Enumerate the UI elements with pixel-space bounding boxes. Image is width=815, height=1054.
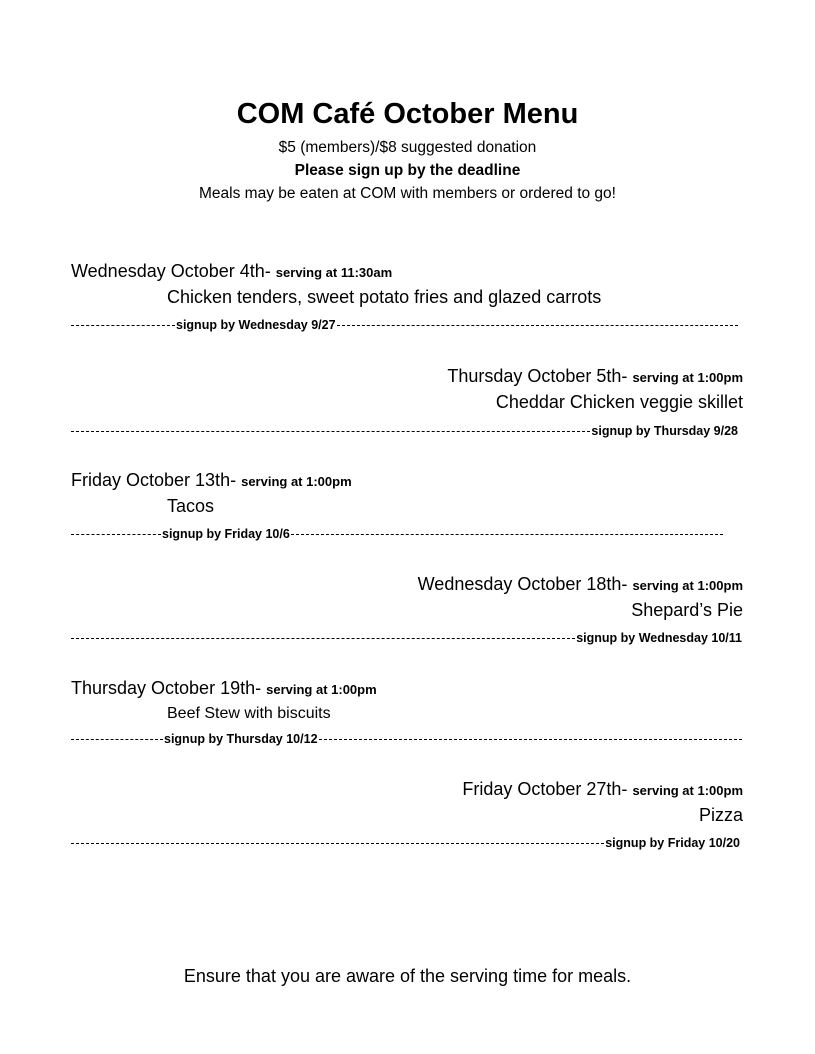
signup-divider bbox=[71, 630, 743, 646]
meal-date: Thursday October 5th- bbox=[447, 366, 628, 386]
meal-date: Wednesday October 4th- bbox=[71, 261, 271, 281]
meal-serving-time: serving at 1:00pm bbox=[632, 578, 743, 593]
meal-entry bbox=[71, 258, 743, 310]
meal-heading bbox=[71, 675, 743, 701]
meal-dish: Pizza bbox=[698, 805, 743, 825]
meal-date: Wednesday October 18th- bbox=[417, 574, 628, 594]
meal-heading bbox=[71, 363, 743, 389]
meal-serving-time: serving at 11:30am bbox=[275, 265, 393, 280]
meal-serving-time: serving at 1:00pm bbox=[266, 682, 377, 697]
dash-line bbox=[319, 739, 742, 740]
location-note: Meals may be eaten at COM with members or ordered to go! bbox=[199, 185, 616, 202]
meal-date: Thursday October 19th- bbox=[71, 678, 262, 698]
meal-heading bbox=[71, 776, 743, 802]
price-note: $5 (members)/$8 suggested donation bbox=[278, 139, 537, 156]
deadline-note: Please sign up by the deadline bbox=[294, 162, 521, 179]
serving-time-reminder: Ensure that you are aware of the serving time for meals. bbox=[183, 966, 632, 986]
signup-deadline: signup by Thursday 10/12 bbox=[164, 732, 318, 746]
meal-serving-time: serving at 1:00pm bbox=[241, 474, 352, 489]
signup-deadline: signup by Friday 10/20 bbox=[605, 836, 740, 850]
signup-divider bbox=[71, 526, 723, 542]
dash-line bbox=[71, 843, 604, 844]
dash-line bbox=[71, 739, 163, 740]
signup-divider bbox=[71, 731, 742, 747]
meal-dish: Chicken tenders, sweet potato fries and glazed carrots bbox=[167, 287, 602, 307]
meal-entry bbox=[71, 363, 743, 415]
meal-dish: Tacos bbox=[167, 496, 215, 516]
signup-divider bbox=[71, 423, 739, 439]
meal-dish: Cheddar Chicken veggie skillet bbox=[495, 392, 743, 412]
meal-serving-time: serving at 1:00pm bbox=[632, 370, 743, 385]
meal-entry bbox=[71, 675, 743, 727]
meal-date: Friday October 27th- bbox=[462, 779, 628, 799]
dash-line bbox=[337, 325, 738, 326]
signup-divider bbox=[71, 835, 741, 851]
meal-dish: Beef Stew with biscuits bbox=[167, 705, 331, 722]
meal-entry bbox=[71, 776, 743, 828]
signup-deadline: signup by Thursday 9/28 bbox=[591, 424, 738, 438]
meal-heading bbox=[71, 467, 743, 493]
meal-dish: Shepard’s Pie bbox=[631, 600, 743, 620]
meal-entry bbox=[71, 467, 743, 519]
dash-line bbox=[291, 534, 723, 535]
signup-deadline: signup by Friday 10/6 bbox=[162, 527, 290, 541]
meal-heading bbox=[71, 258, 743, 284]
signup-divider bbox=[71, 317, 738, 333]
signup-deadline: signup by Wednesday 9/27 bbox=[176, 318, 336, 332]
dash-line bbox=[71, 534, 161, 535]
meal-serving-time: serving at 1:00pm bbox=[632, 783, 743, 798]
meal-heading bbox=[71, 571, 743, 597]
page-title: COM Café October Menu bbox=[236, 98, 579, 130]
meal-date: Friday October 13th- bbox=[71, 470, 237, 490]
dash-line bbox=[71, 638, 575, 639]
meal-entry bbox=[71, 571, 743, 623]
dash-line bbox=[71, 325, 175, 326]
signup-deadline: signup by Wednesday 10/11 bbox=[576, 631, 742, 645]
dash-line bbox=[71, 431, 590, 432]
